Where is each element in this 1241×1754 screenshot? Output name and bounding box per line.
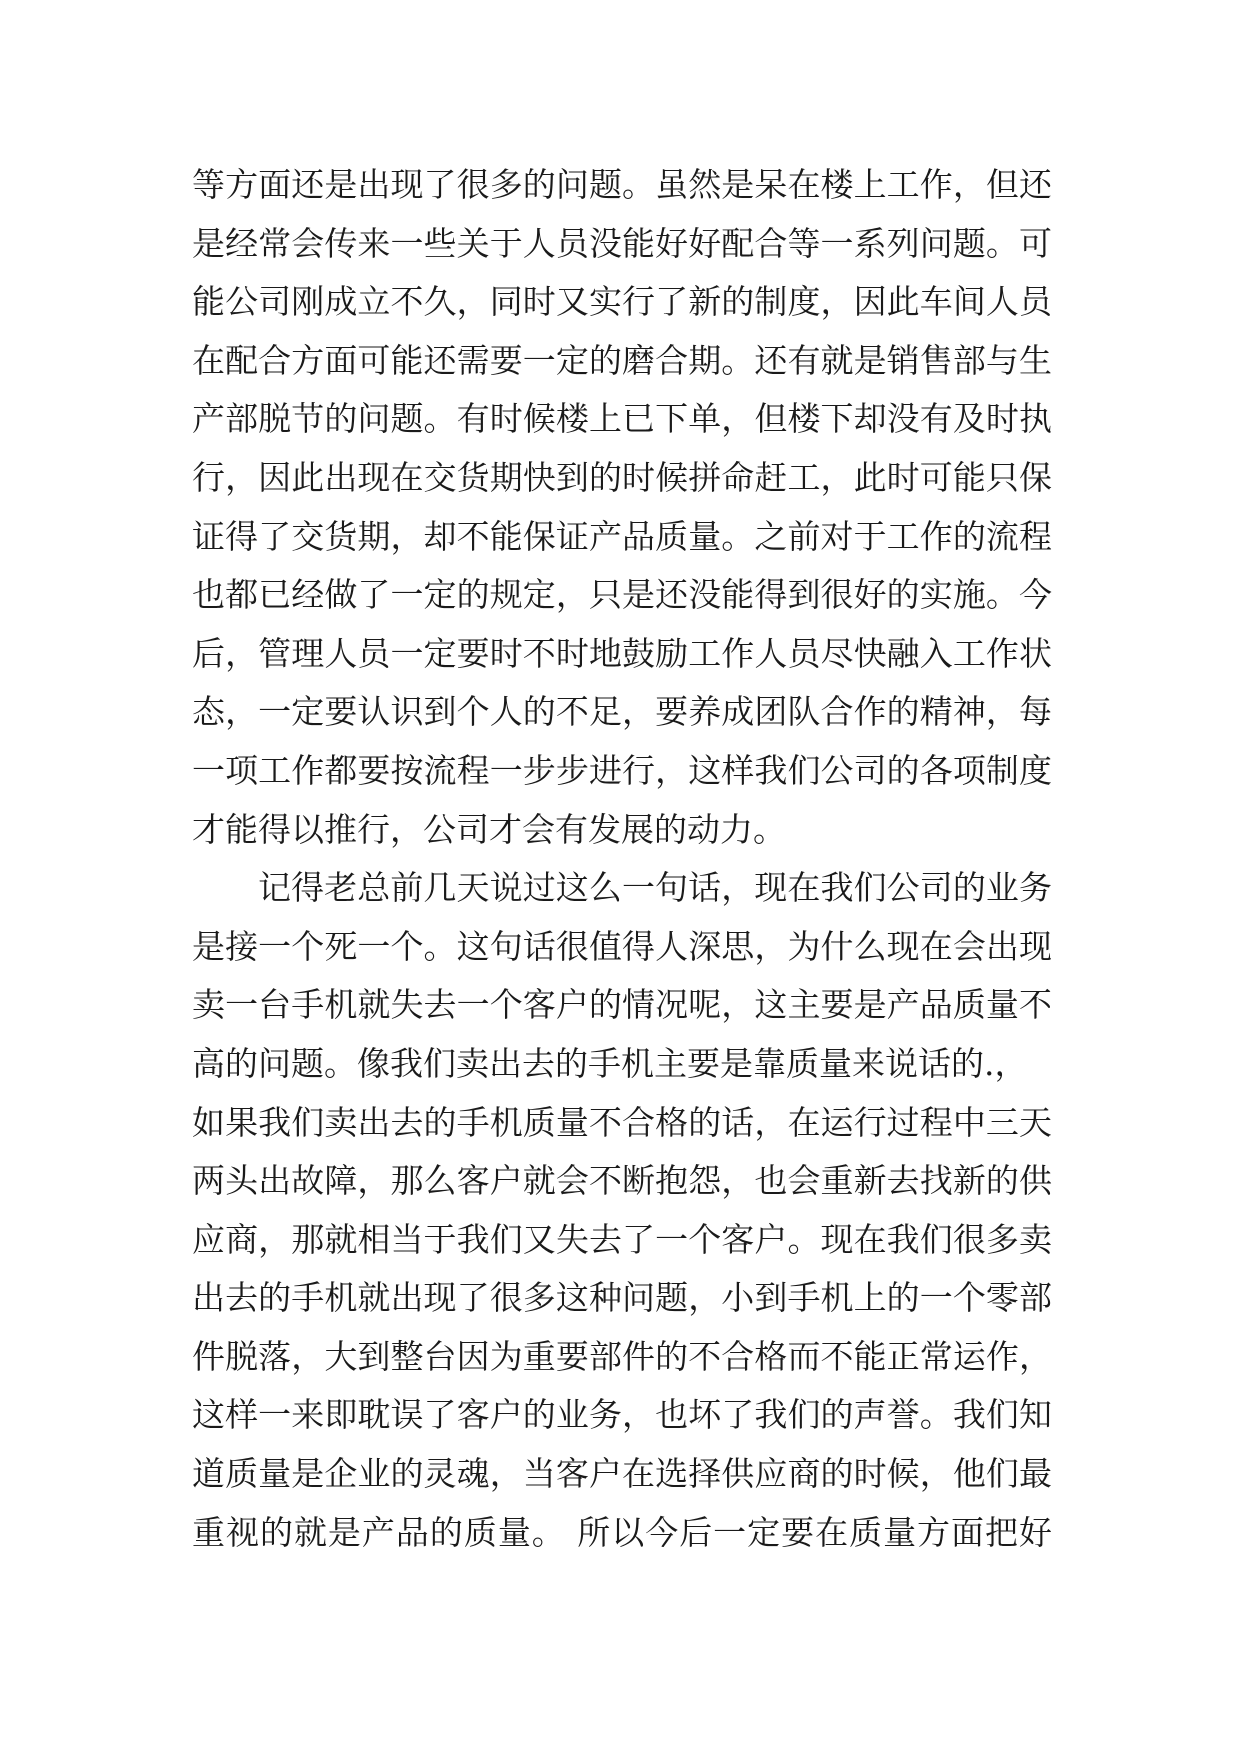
text-line: 高的问题。像我们卖出去的手机主要是靠质量来说话的.， <box>192 1043 1028 1083</box>
text-line: 态，一定要认识到个人的不足，要养成团队合作的精神，每 <box>192 692 1052 732</box>
text-line: 也都已经做了一定的规定，只是还没能得到很好的实施。今 <box>192 575 1052 615</box>
text-line: 才能得以推行，公司才会有发展的动力。 <box>192 809 786 849</box>
text-line: 两头出故障，那么客户就会不断抱怨，也会重新去找新的供 <box>192 1161 1052 1201</box>
text-line: 证得了交货期，却不能保证产品质量。之前对于工作的流程 <box>192 516 1052 556</box>
text-line: 记得老总前几天说过这么一句话，现在我们公司的业务 <box>258 868 1052 908</box>
text-line: 等方面还是出现了很多的问题。虽然是呆在楼上工作，但还 <box>192 165 1052 204</box>
text-line: 道质量是企业的灵魂，当客户在选择供应商的时候，他们最 <box>192 1454 1052 1494</box>
text-line: 在配合方面可能还需要一定的磨合期。还有就是销售部与生 <box>192 340 1052 380</box>
paragraph-2 <box>192 859 1052 1562</box>
text-line: 产部脱节的问题。有时候楼上已下单，但楼下却没有及时执 <box>192 399 1052 439</box>
text-line: 出去的手机就出现了很多这种问题，小到手机上的一个零部 <box>192 1278 1052 1318</box>
text-line: 行，因此出现在交货期快到的时候拼命赶工，此时可能只保 <box>192 457 1052 497</box>
text-line: 后，管理人员一定要时不时地鼓励工作人员尽快融入工作状 <box>192 633 1052 673</box>
text-line: 应商，那就相当于我们又失去了一个客户。现在我们很多卖 <box>192 1219 1052 1259</box>
text-line: 是接一个死一个。这句话很值得人深思，为什么现在会出现 <box>192 926 1052 966</box>
body-text <box>192 156 1052 1562</box>
text-line: 这样一来即耽误了客户的业务，也坏了我们的声誉。我们知 <box>192 1395 1052 1435</box>
text-line: 如果我们卖出去的手机质量不合格的话，在运行过程中三天 <box>192 1102 1052 1142</box>
text-line: 重视的就是产品的质量。 所以今后一定要在质量方面把好 <box>192 1512 1052 1552</box>
paragraph-1 <box>192 156 1052 859</box>
text-line: 件脱落，大到整台因为重要部件的不合格而不能正常运作， <box>192 1336 1052 1376</box>
text-line: 一项工作都要按流程一步步进行，这样我们公司的各项制度 <box>192 750 1052 790</box>
text-line: 卖一台手机就失去一个客户的情况呢，这主要是产品质量不 <box>192 985 1052 1025</box>
text-line: 是经常会传来一些关于人员没能好好配合等一系列问题。可 <box>192 223 1052 263</box>
text-line: 能公司刚成立不久，同时又实行了新的制度，因此车间人员 <box>192 282 1052 322</box>
